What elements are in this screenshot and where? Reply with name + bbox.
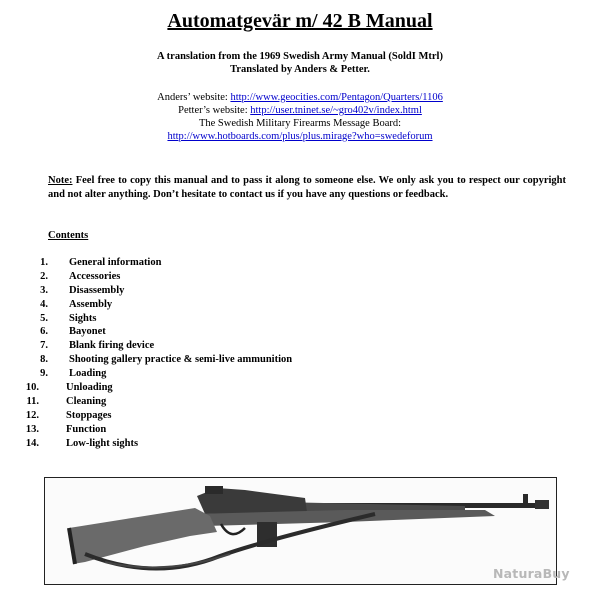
link-prefix: Anders’ website: — [157, 92, 231, 103]
contents-item-text: Sights — [69, 312, 97, 324]
contents-item-text: Low-light sights — [66, 437, 139, 449]
contents-item-number: 2. — [40, 270, 48, 282]
link-line-petter — [0, 104, 600, 117]
contents-item-number: 8. — [40, 354, 48, 366]
rifle-trigger-guard — [221, 524, 245, 534]
message-board-link[interactable]: http://www.hotboards.com/plus/plus.mirage?who=swedeforum — [167, 131, 433, 142]
contents-item-number: 7. — [40, 340, 48, 352]
contents-item-number: 4. — [40, 298, 48, 310]
anders-website-link[interactable]: http://www.geocities.com/Pentagon/Quarters/1106 — [230, 92, 443, 103]
contents-item-number: 3. — [40, 284, 48, 296]
note-text: Feel free to copy this manual and to pass it along to someone else. We only ask you to respect our copyright and not alter anything. Don’t hesitate to contact us if you have any questions or feedback. — [48, 175, 566, 200]
rifle-rear-sight — [205, 486, 223, 494]
contents-item-number: 11. — [26, 395, 39, 407]
rifle-muzzle — [535, 500, 549, 509]
contents-item-text: Disassembly — [69, 284, 125, 296]
contents-item-text: Cleaning — [66, 395, 107, 407]
copyright-note — [48, 174, 566, 201]
contents-item-text: Function — [66, 423, 107, 435]
contents-item-number: 14. — [25, 437, 39, 449]
contents-item-number: 6. — [40, 326, 48, 338]
contents-item-number: 5. — [40, 312, 48, 324]
contents-item-text: Stoppages — [66, 409, 112, 421]
contents-item-text: Loading — [69, 368, 107, 380]
contents-item-number: 1. — [40, 257, 48, 268]
rifle-photo — [44, 477, 557, 585]
contents-item-text: Unloading — [66, 382, 113, 394]
rifle-illustration — [45, 478, 557, 585]
subtitle-line-2: Translated by Anders & Petter. — [230, 64, 370, 75]
note-label: Note: — [48, 175, 73, 186]
message-board-label: The Swedish Military Firearms Message Board: — [198, 118, 402, 129]
contents-heading: Contents — [48, 230, 89, 241]
naturabuy-watermark: NaturaBuy — [493, 566, 570, 581]
links-block — [0, 91, 600, 143]
link-line-message-board — [0, 130, 600, 143]
petter-website-link[interactable]: http://user.tninet.se/~gro402v/index.html — [250, 105, 422, 116]
link-prefix: Petter’s website: — [178, 105, 251, 116]
contents-item-number: 9. — [40, 368, 48, 380]
page-title: Automatgevär m/ 42 B Manual — [167, 10, 433, 32]
contents-item-number: 12. — [25, 409, 39, 421]
subtitle-line-1: A translation from the 1969 Swedish Army Manual (SoldI Mtrl) — [157, 51, 443, 62]
contents-item-text: General information — [69, 257, 162, 268]
rifle-front-sight — [523, 494, 528, 506]
contents-item-number: 13. — [25, 423, 39, 435]
contents-item-text: Bayonet — [69, 326, 106, 338]
contents-item-text: Blank firing device — [69, 340, 155, 352]
contents-item-number: 10. — [25, 382, 39, 394]
contents-item-text: Shooting gallery practice & semi-live ammunition — [69, 354, 293, 366]
contents-item-text: Accessories — [69, 270, 121, 282]
contents-item-text: Assembly — [69, 298, 113, 310]
link-line-anders — [0, 91, 600, 104]
